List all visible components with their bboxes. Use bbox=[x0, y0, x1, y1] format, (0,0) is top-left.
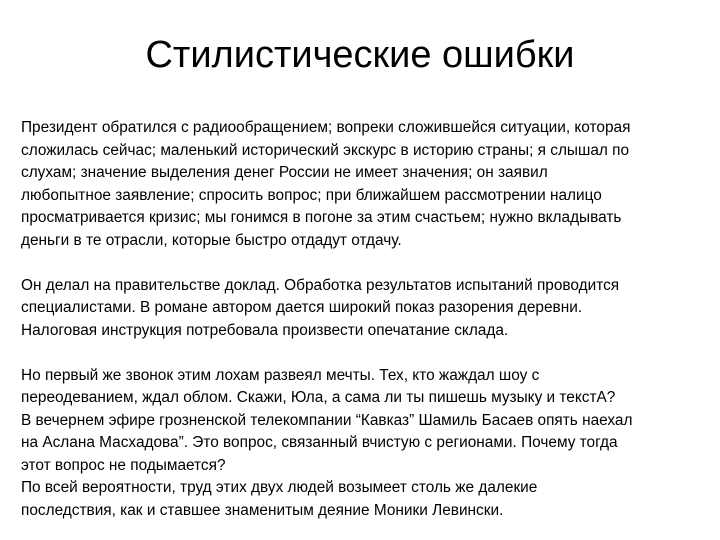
text-line: По всей вероятности, труд этих двух людей возымеет столь же далекие bbox=[21, 479, 538, 496]
paragraph-3 bbox=[21, 365, 701, 523]
text-line: Президент обратился с радиообращением; вопреки сложившейся ситуации, которая bbox=[21, 119, 631, 136]
text-line: любопытное заявление; спросить вопрос; при ближайшем рассмотрении налицо bbox=[21, 186, 602, 204]
text-line: этот вопрос не подымается? bbox=[21, 456, 226, 474]
text-line: деньги в те отрасли, которые быстро отдадут отдачу. bbox=[21, 231, 402, 249]
text-line: переодеванием, ждал облом. Скажи, Юла, а сама ли ты пишешь музыку и текстА? bbox=[21, 389, 616, 406]
text-line: В вечернем эфире грозненской телекомпании “Кавказ” Шамиль Басаев опять наехал bbox=[21, 411, 633, 429]
text-line: слухам; значение выделения денег России не имеет значения; он заявил bbox=[21, 164, 548, 181]
slide-body bbox=[21, 117, 701, 522]
text-line: Налоговая инструкция потребовала произвести опечатание склада. bbox=[21, 321, 509, 339]
text-line: Он делал на правительстве доклад. Обработка результатов испытаний проводится bbox=[21, 276, 620, 294]
slide-title: Стилистические ошибки bbox=[145, 34, 575, 76]
text-line: сложилась сейчас; маленький исторический экскурс в историю страны; я слышал по bbox=[21, 141, 630, 159]
text-line: просматривается кризис; мы гонимся в погоне за этим счастьем; нужно вкладывать bbox=[21, 209, 622, 226]
text-line: специалистами. В романе автором дается широкий показ разорения деревни. bbox=[21, 299, 583, 316]
paragraph-1 bbox=[21, 117, 701, 252]
text-line: последствия, как и ставшее знаменитым деяние Моники Левински. bbox=[21, 501, 504, 519]
text-line: на Аслана Масхадова”. Это вопрос, связанный вчистую с регионами. Почему тогда bbox=[21, 434, 618, 451]
paragraph-2 bbox=[21, 275, 701, 343]
text-line: Но первый же звонок этим лохам развеял мечты. Тех, кто жаждал шоу с bbox=[21, 366, 540, 384]
